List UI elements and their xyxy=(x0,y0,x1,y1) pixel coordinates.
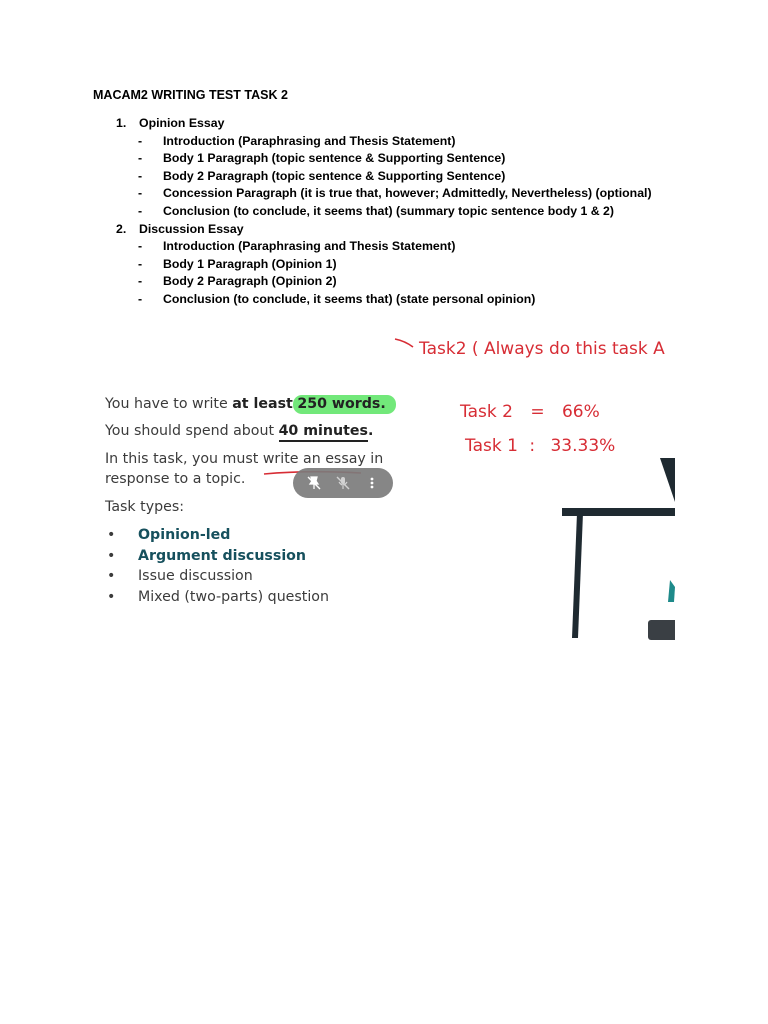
list-item-text: Introduction (Paraphrasing and Thesis Statement) xyxy=(163,239,456,254)
slide-text-bold: 40 minutes xyxy=(279,423,368,442)
outline-item-discussion-essay xyxy=(116,221,696,239)
list-item xyxy=(116,273,696,291)
task-type-text: Argument discussion xyxy=(138,548,307,564)
list-item xyxy=(116,185,696,203)
outline-number: 1. xyxy=(116,116,127,130)
media-controls-overlay[interactable] xyxy=(293,468,393,498)
mic-off-icon[interactable] xyxy=(334,474,352,492)
decorative-illustration xyxy=(558,455,675,640)
outline-number: 2. xyxy=(116,221,127,236)
essay-outline xyxy=(116,115,696,309)
bullet-marker: • xyxy=(107,527,116,543)
slide-task-types-label: Task types: xyxy=(105,499,184,515)
dash-marker: - xyxy=(138,256,143,271)
note-label: Task 1 xyxy=(465,436,518,456)
task-type-text: Opinion-led xyxy=(138,527,231,543)
slide-line-words xyxy=(105,396,396,412)
note-value: 66% xyxy=(561,402,600,422)
outline-item-opinion-essay xyxy=(116,115,696,133)
note-label: Task 2 xyxy=(460,402,513,422)
list-item xyxy=(116,168,696,186)
list-item xyxy=(116,256,696,274)
slide-text-bold: 250 words. xyxy=(297,396,386,412)
task-type-text: Mixed (two-parts) question xyxy=(138,589,329,605)
list-item xyxy=(116,203,696,221)
dash-marker: - xyxy=(138,203,143,218)
slide-text-bold: at least xyxy=(232,396,293,412)
slide-text: You should spend about xyxy=(105,423,279,439)
list-item-text: Conclusion (to conclude, it seems that) (summary topic sentence body 1 & 2) xyxy=(163,203,614,218)
slide-text: You have to write xyxy=(105,396,233,412)
list-item-text: Body 1 Paragraph (Opinion 1) xyxy=(163,256,337,271)
bullet-marker: • xyxy=(107,589,116,605)
list-item-text: Body 1 Paragraph (topic sentence & Supporting Sentence) xyxy=(163,151,506,166)
embedded-screenshot xyxy=(93,330,675,640)
list-item xyxy=(116,238,696,256)
slide-text-bold: . xyxy=(367,423,374,439)
dash-marker: - xyxy=(138,186,143,201)
dash-marker: - xyxy=(138,274,143,289)
bullet-marker: • xyxy=(107,568,116,584)
dash-marker: - xyxy=(138,151,143,166)
dash-marker: - xyxy=(138,291,143,306)
list-item-text: Conclusion (to conclude, it seems that) (state personal opinion) xyxy=(163,291,536,306)
handwritten-note-task2 xyxy=(460,402,600,422)
list-item-text: Concession Paragraph (it is true that, however; Admittedly, Nevertheless) (optional) xyxy=(163,186,652,201)
more-vert-icon[interactable] xyxy=(363,474,381,492)
handwritten-note-top: Task2 ( Always do this task A xyxy=(419,339,665,359)
document-title: MACAM2 WRITING TEST TASK 2 xyxy=(93,88,288,102)
dash-marker: - xyxy=(138,239,143,254)
list-item-text: Body 2 Paragraph (Opinion 2) xyxy=(163,274,337,289)
task-type-text: Issue discussion xyxy=(138,568,253,584)
list-item xyxy=(116,150,696,168)
outline-label: Discussion Essay xyxy=(139,221,244,236)
slide-line-task: In this task, you must write an essay in xyxy=(105,451,384,467)
outline-label: Opinion Essay xyxy=(139,116,225,130)
dash-marker: - xyxy=(138,168,143,183)
handwritten-note-task1 xyxy=(465,436,615,456)
bullet-marker: • xyxy=(107,548,116,564)
list-item-text: Introduction (Paraphrasing and Thesis Statement) xyxy=(163,133,456,148)
highlighted-word-count xyxy=(293,395,395,414)
list-item xyxy=(116,133,696,151)
slide-line-minutes xyxy=(105,423,373,439)
list-item-text: Body 2 Paragraph (topic sentence & Supporting Sentence) xyxy=(163,168,506,183)
note-separator: : xyxy=(529,436,536,456)
slide-line-response: response to a topic. xyxy=(105,471,246,487)
pin-off-icon[interactable] xyxy=(305,474,323,492)
note-separator: = xyxy=(530,402,545,422)
note-value: 33.33% xyxy=(550,436,616,456)
list-item xyxy=(116,291,696,309)
dash-marker: - xyxy=(138,133,143,148)
